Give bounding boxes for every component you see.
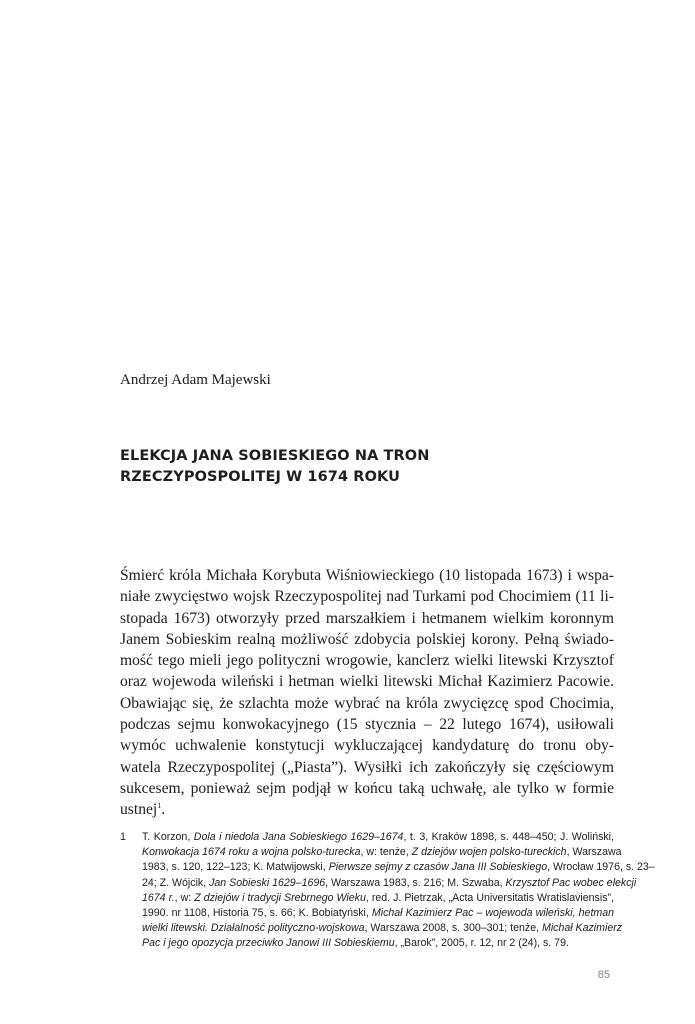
body-line: sukcesem, ponieważ sejm podjął w końcu taką uchwałę, ale tylko w formie bbox=[120, 779, 614, 797]
footnote-text bbox=[142, 830, 655, 952]
body-line: mość tego mieli jego polityczni wrogowie, kanclerz wielki litewski Krzysztof bbox=[120, 652, 614, 670]
article-title bbox=[120, 446, 580, 488]
author-name: Andrzej Adam Majewski bbox=[120, 372, 271, 388]
page-number: 85 bbox=[597, 969, 610, 981]
body-line: stopada 1673) otworzyły przed marszałkiem i hetmanem wielkim koronnym bbox=[120, 609, 614, 627]
footnote-line: 1990. nr 1108, Historia 75, s. 66; K. Bobiatyński, Michał Kazimierz Pac – wojewoda wileński, hetman bbox=[142, 907, 614, 920]
title-line: ELEKCJA JANA SOBIESKIEGO NA TRON bbox=[120, 448, 430, 464]
body-line: Śmierć króla Michała Korybuta Wiśniowieckiego (10 listopada 1673) i wspa- bbox=[120, 567, 614, 584]
footnote-reference[interactable]: 1 bbox=[157, 801, 162, 811]
body-line: niałe zwycięstwo wojsk Rzeczypospolitej nad Turkami pod Chocimiem (11 li- bbox=[120, 588, 614, 606]
body-line: podczas sejmu konwokacyjnego (15 stycznia – 22 lutego 1674), usiłowali bbox=[120, 716, 614, 734]
footnote-line: 24; Z. Wójcik, Jan Sobieski 1629–1696, Warszawa 1983, s. 216; M. Szwaba, Krzysztof Pac wobec elekcji bbox=[142, 876, 637, 889]
footnote-line: 1674 r., w: Z dziejów i tradycji Srebrnego Wieku, red. J. Pietrzak, „Acta Universitatis Wratislaviensis”, bbox=[142, 891, 614, 904]
body-line-last: ustnej$^1$. bbox=[120, 801, 166, 819]
footnote-line: Pac i jego opozycja przeciwko Janowi III Sobieskiemu, „Barok”, 2005, r. 12, nr 2 (24), s. 79. bbox=[142, 937, 569, 950]
body-line: wymóc uchwalenie konstytucji wykluczającej kandydaturę do tronu oby- bbox=[120, 737, 614, 755]
body-line: watela Rzeczypospolitej („Piasta”). Wysiłki ich zakończyły się częściowym bbox=[120, 758, 614, 776]
footnote-line: wielki litewski. Działalność polityczno-wojskowa, Warszawa 2008, s. 300–301; tenże, Michał Kazimierz bbox=[142, 922, 623, 935]
body-paragraph bbox=[120, 565, 614, 821]
body-line-text: ustnej bbox=[120, 801, 158, 819]
footnote-number: 1 bbox=[120, 831, 126, 843]
footnote bbox=[120, 830, 655, 952]
title-line: RZECZYPOSPOLITEJ W 1674 ROKU bbox=[120, 469, 400, 485]
footnote-line: Konwokacja 1674 roku a wojna polsko-turecka, w: tenże, Z dziejów wojen polsko-tureckich, Warszawa bbox=[142, 846, 622, 859]
body-line: oraz wojewoda wileński i hetman wielki litewski Michał Kazimierz Pacowie. bbox=[120, 673, 614, 691]
footnote-line: T. Korzon, Dola i niedola Jana Sobieskiego 1629–1674, t. 3, Kraków 1898, s. 448–450; J. Woliński, bbox=[142, 831, 614, 843]
body-line: Janem Sobieskim realną możliwość zdobycia polskiej korony. Pełną świado- bbox=[120, 630, 614, 648]
footnote-line: 1983, s. 120, 122–123; K. Matwijowski, Pierwsze sejmy z czasów Jana III Sobieskiego, Wrocław 1976, s. 23– bbox=[142, 861, 655, 874]
body-line: Obawiając się, że szlachta może wybrać na króla zwycięzcę spod Chocimia, bbox=[120, 694, 614, 712]
